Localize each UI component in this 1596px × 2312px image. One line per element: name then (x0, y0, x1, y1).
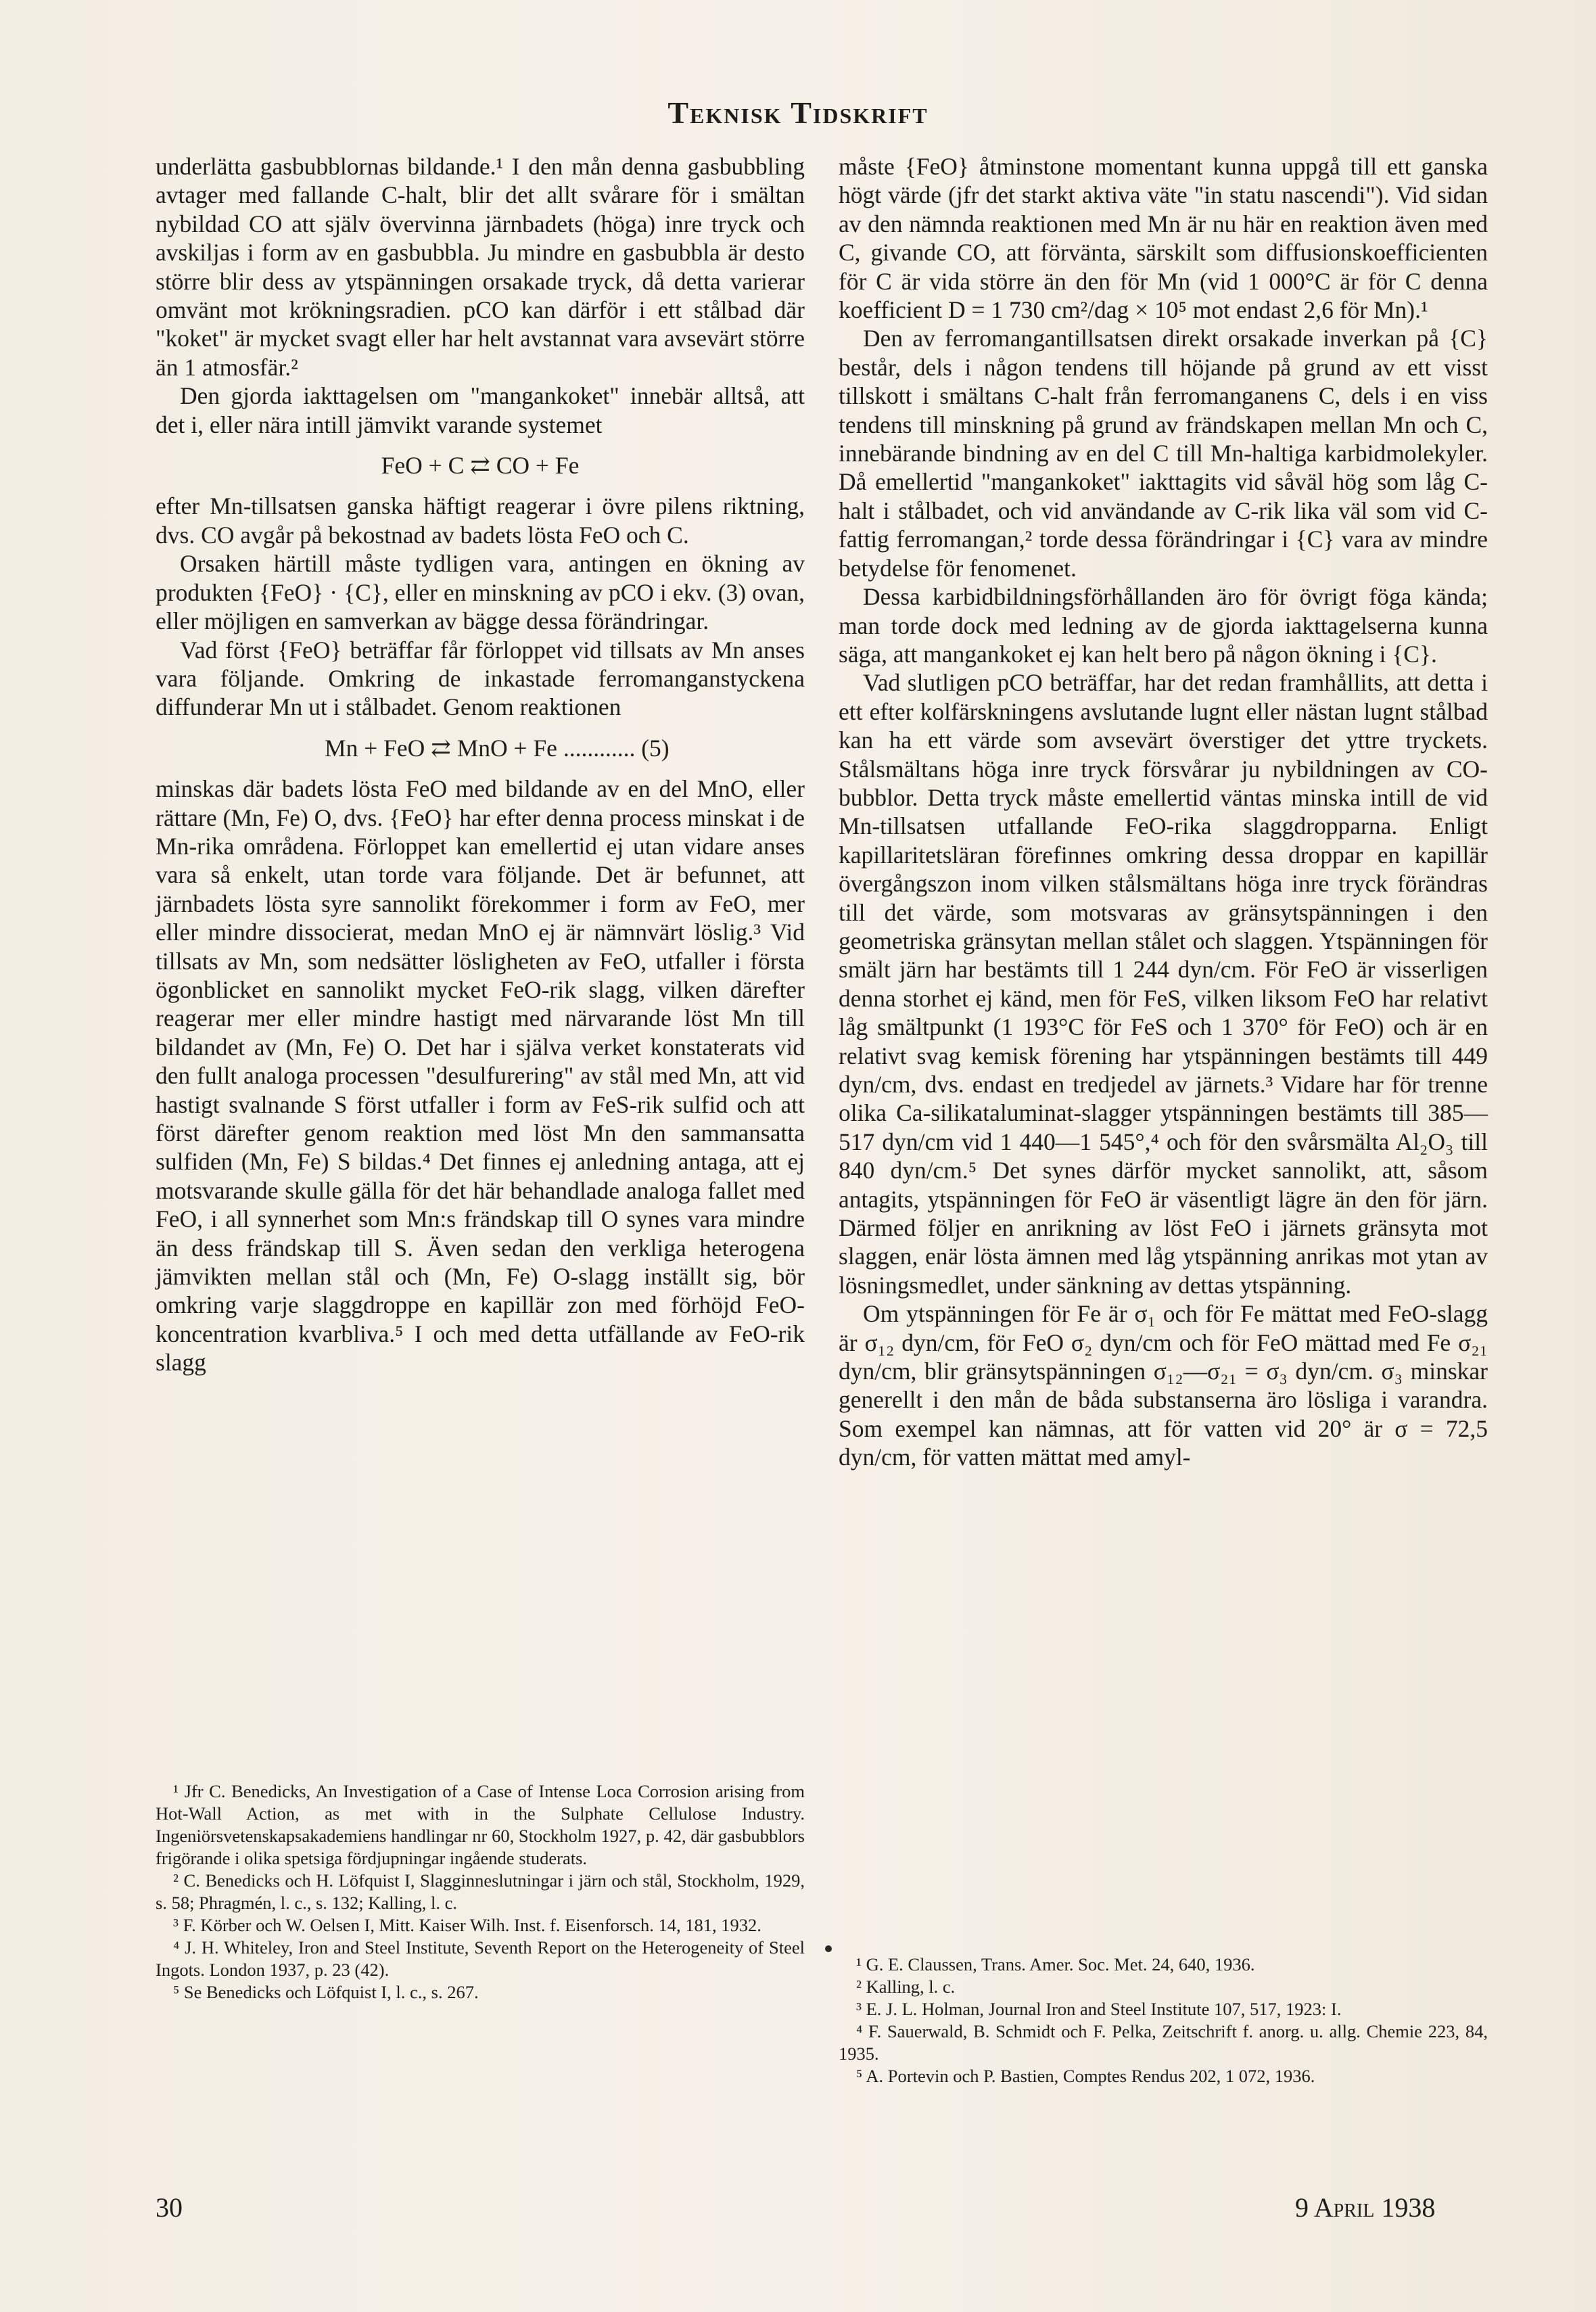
left-footnotes (156, 1780, 805, 2004)
paragraph: Vad först {FeO} beträffar får förloppet vid tillsats av Mn anses vara följande. Omkring de inkastade ferromanganstyckena diffunderar Mn ut i stålbadet. Genom reaktionen (156, 636, 805, 721)
separator-dot (825, 1945, 832, 1952)
footnote: ³ F. Körber och W. Oelsen I, Mitt. Kaiser Wilh. Inst. f. Eisenforsch. 14, 181, 1932. (173, 1915, 761, 1935)
paragraph: Om ytspänningen för Fe är σ₁ och för Fe mättat med FeO-slagg är σ₁₂ dyn/cm, för FeO σ₂ dyn/cm och för FeO mättad med Fe σ₂₁ dyn/cm, blir gränsytspänningen σ₁₂—σ₂₁ = σ₃ dyn/cm. σ₃ minskar generellt i den mån de båda substanserna äro lösliga i varandra. Som exempel kan nämnas, att för vatten vid 20° är σ = 72,5 dyn/cm, för vatten mättat med amyl- (839, 1300, 1488, 1471)
paragraph: Dessa karbidbildningsförhållanden äro för övrigt föga kända; man torde dock med ledning av de gjorda iakttagelserna kunna säga, att mangankoket ej kan helt bero på någon ökning i {C}. (839, 583, 1488, 668)
paragraph: måste {FeO} åtminstone momentant kunna uppgå till ett ganska högt värde (jfr det starkt aktiva väte "in statu nascendi"). Vid sidan av den nämnda reaktionen med Mn är nu här en reaktion även med C, givande CO, att förvänta, särskilt som diffusionskoefficienten för C är vida större än den för Mn (vid 1 000°C är för C denna koefficient D = 1 730 cm²/dag × 10⁵ mot endast 2,6 för Mn).¹ (839, 153, 1488, 324)
paragraph: Den gjorda iakttagelsen om "mangankoket" innebär alltså, att det i, eller nära intill jämvikt varande systemet (156, 382, 805, 438)
footnote: ⁵ Se Benedicks och Löfquist I, l. c., s. 267. (173, 1982, 479, 2002)
journal-header: Teknisk Tidskrift (667, 95, 929, 130)
paragraph: Den av ferromangantillsatsen direkt orsakade inverkan på {C} består, dels i någon tendens till höjande på grund av ett visst tillskott i smältans C-halt från ferromanganens C, dels i en viss tendens till minskning på grund av frändskapen mellan Mn och C, innebärande bindning av en del C till Mn-haltiga karbidmolekyler. Då emellertid "mangankoket" iakttagits vid såväl hög som låg C-halt i stålbadet, och vid användande av C-rik lika väl som vid C-fattig ferromangan,² torde dessa förändringar i {C} vara av mindre betydelse för fenomenet. (839, 325, 1488, 582)
equation-5: Mn + FeO ⇄ MnO + Fe ............ (5) (325, 734, 670, 762)
paragraph: Vad slutligen pCO beträffar, har det redan framhållits, att detta i ett efter kolfärskningens avslutande lugnt eller nästan lugnt stålbad kan ha ett värde som avsevärt överstiger det yttre tryckets. Stålsmältans höga inre tryck försvårar ju nybildningen av CO-bubblor. Detta tryck måste emellertid väntas minska intill de vid Mn-tillsatsen utfallande FeO-rika slaggdropparna. Enligt kapillaritetsläran förefinnes omkring dessa droppar en kapillär övergångszon inom vilken stålsmältans höga inre tryck förändras till det värde, som motsvaras av gränsytspänningen i den geometriska gränsytan mellan stålet och slaggen. Ytspänningen för smält järn har bestämts till 1 244 dyn/cm. För FeO är visserligen denna storhet ej känd, men för FeS, vilken liksom FeO har relativt låg smältpunkt (1 193°C för FeS och 1 370° för FeO) och är en relativt svag kemisk förening har ytspänningen bestämts till 449 dyn/cm, dvs. endast en tredjedel av järnets.³ Vidare har för trenne olika Ca-silikataluminat-slagger ytspänningen bestämts till 385—517 dyn/cm vid 1 440—1 545°,⁴ och för den svårsmälta Al₂O₃ till 840 dyn/cm.⁵ Det synes därför mycket sannolikt, att, såsom antagits, ytspänningen för FeO är väsentligt lägre än den för järn. Därmed följer en anrikning av löst FeO i järnets gränsyta mot slaggen, enär lösta ämnen med låg ytspänning anrikas mot ytan av lösningsmedlet, under sänkning av dettas ytspänning. (839, 669, 1488, 1299)
right-column (839, 152, 1488, 1472)
footnote: ¹ Jfr C. Benedicks, An Investigation of a Case of Intense Loca Corrosion arising from Hot-Wall Action, as met with in the Sulphate Cellulose Industry. Ingeniörsvetenskapsakademiens handlingar nr 60, Stockholm 1927, p. 42, där gasbubblors frigörande i olika spetsiga fördjupningar ingående studerats. (156, 1781, 805, 1868)
paragraph: minskas där badets lösta FeO med bildande av en del MnO, eller rättare (Mn, Fe) O, dvs. {FeO} har efter denna process minskat i de Mn-rika områdena. Förloppet kan emellertid ej utan vidare anses vara så enkelt, utan torde vara följande. Det är befunnet, att järnbadets lösta syre sannolikt förekommer i form av FeO, mer eller mindre dissocierat, medan MnO ej är nämnvärt löslig.³ Vid tillsats av Mn, som nedsätter lösligheten av FeO, utfaller i första ögonblicket en sannolikt mycket FeO-rik slagg, vilken därefter reagerar mer eller mindre hastigt med närvarande löst Mn till bildandet av (Mn, Fe) O. Det har i själva verket konstaterats vid den fullt analoga processen "desulfurering" av stål med Mn, att vid hastigt svalnande S först utfaller i form av FeS-rik sulfid och att först därefter genom reaktion med löst Mn den sammansatta sulfiden (Mn, Fe) S bildas.⁴ Det finnes ej anledning antaga, att ej motsvarande skulle gälla för det här behandlade analoga fallet med FeO, i all synnerhet som Mn:s frändskap till O synes vara mindre än dess frändskap till S. Även sedan den verkliga heterogena jämvikten mellan stål och (Mn, Fe) O-slagg inställt sig, bör omkring varje slaggdroppe en kapillär zon med förhöjd FeO-koncentration kvarbliva.⁵ I och med detta utfällande av FeO-rik slagg (156, 775, 805, 1377)
footnote: ² Kalling, l. c. (856, 1976, 956, 1997)
left-column (156, 152, 805, 1377)
footnote: ¹ G. E. Claussen, Trans. Amer. Soc. Met. 24, 640, 1936. (856, 1954, 1255, 1974)
footnote: ⁵ A. Portevin och P. Bastien, Comptes Rendus 202, 1 072, 1936. (856, 2066, 1315, 2086)
paragraph: Orsaken härtill måste tydligen vara, antingen en ökning av produkten {FeO} · {C}, eller en minskning av pCO i ekv. (3) ovan, eller möjligen en samverkan av bägge dessa förändringar. (156, 550, 805, 635)
footnote: ⁴ F. Sauerwald, B. Schmidt och F. Pelka, Zeitschrift f. anorg. u. allg. Chemie 223, 84, 1935. (839, 2021, 1488, 2064)
issue-date: 9 April 1938 (1295, 2192, 1436, 2223)
footnote: ⁴ J. H. Whiteley, Iron and Steel Institute, Seventh Report on the Heterogeneity of Steel Ingots. London 1937, p. 23 (42). (156, 1937, 805, 1980)
right-footnotes (839, 1953, 1488, 2087)
footnote: ³ E. J. L. Holman, Journal Iron and Steel Institute 107, 517, 1923: I. (856, 1999, 1342, 2019)
paragraph: underlätta gasbubblornas bildande.¹ I den mån denna gasbubbling avtager med fallande C-halt, blir det allt svårare för i smältan nybildad CO att själv övervinna järnbadets (höga) inre tryck och avskiljas i form av en gasbubbla. Ju mindre en gasbubbla är desto större blir dess av ytspänningen orsakade tryck, då detta varierar omvänt mot krökningsradien. pCO kan därför i ett stålbad där "koket" är mycket svagt eller har helt avstannat vara avsevärt större än 1 atmosfär.² (156, 153, 805, 381)
page-number: 30 (156, 2192, 183, 2223)
paragraph: efter Mn-tillsatsen ganska häftigt reagerar i övre pilens riktning, dvs. CO avgår på bekostnad av badets lösta FeO och C. (156, 492, 805, 549)
footnote: ² C. Benedicks och H. Löfquist I, Slagginneslutningar i järn och stål, Stockholm, 1929, s. 58; Phragmén, l. c., s. 132; Kalling, l. c. (156, 1870, 805, 1913)
equation: FeO + C ⇄ CO + Fe (381, 452, 580, 480)
